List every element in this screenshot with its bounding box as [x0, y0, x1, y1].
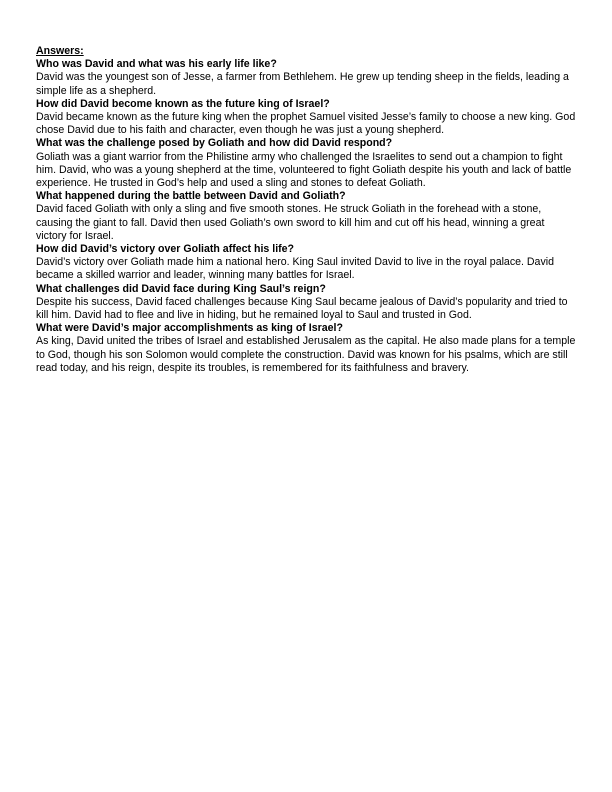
qa-item-2 — [36, 98, 576, 138]
answer-3: Goliath was a giant warrior from the Philistine army who challenged the Israelites to send out a champion to fight him. David, who was a young shepherd at the time, volunteered to fight Goliath despite his youth and lack of battle experience. He trusted in God’s help and used a sling and stones to defeat Goliath. — [36, 150, 572, 190]
qa-item-7 — [36, 322, 576, 375]
answer-6: Despite his success, David faced challenges because King Saul became jealous of David’s popularity and tried to kill him. David had to flee and live in hiding, but he remained loyal to Saul and trusted in God. — [36, 295, 568, 322]
question-7: What were David’s major accomplishments as king of Israel? — [36, 322, 343, 335]
answer-4: David faced Goliath with only a sling and five smooth stones. He struck Goliath in the forehead with a stone, causing the giant to fall. David then used Goliath’s own sword to kill him and cut off his head, winning a great victory for Israel. — [36, 203, 545, 242]
answer-2: David became known as the future king when the prophet Samuel visited Jesse’s family to choose a new king. God chose David due to his faith and character, even though he was just a young shepherd. — [36, 111, 576, 137]
question-4: What happened during the battle between David and Goliath? — [36, 190, 346, 203]
answer-5: David’s victory over Goliath made him a national hero. King Saul invited David to live in the royal palace. David became a skilled warrior and leader, winning many battles for Israel. — [36, 256, 554, 282]
question-3: What was the challenge posed by Goliath and how did David respond? — [36, 137, 393, 150]
question-6: What challenges did David face during King Saul’s reign? — [36, 282, 326, 295]
answer-1: David was the youngest son of Jesse, a farmer from Bethlehem. He grew up tending sheep in the fields, leading a simple life as a shepherd. — [36, 71, 569, 97]
question-1: Who was David and what was his early life like? — [36, 58, 277, 71]
qa-item-4 — [36, 190, 576, 243]
question-2: How did David become known as the future king of Israel? — [36, 97, 330, 110]
qa-item-5 — [36, 243, 576, 283]
answer-7: As king, David united the tribes of Israel and established Jerusalem as the capital. He also made plans for a temple to God, though his son Solomon would complete the construction. David was known for his psalms, which are still read today, and his reign, despite its troubles, is remembered for its faithfulness and bravery. — [36, 335, 576, 374]
qa-item-1 — [36, 58, 576, 98]
answers-heading: Answers: — [36, 45, 84, 57]
qa-item-6 — [36, 283, 576, 323]
question-5: How did David’s victory over Goliath affect his life? — [36, 243, 295, 256]
document-page — [36, 45, 576, 375]
qa-item-3 — [36, 137, 576, 190]
